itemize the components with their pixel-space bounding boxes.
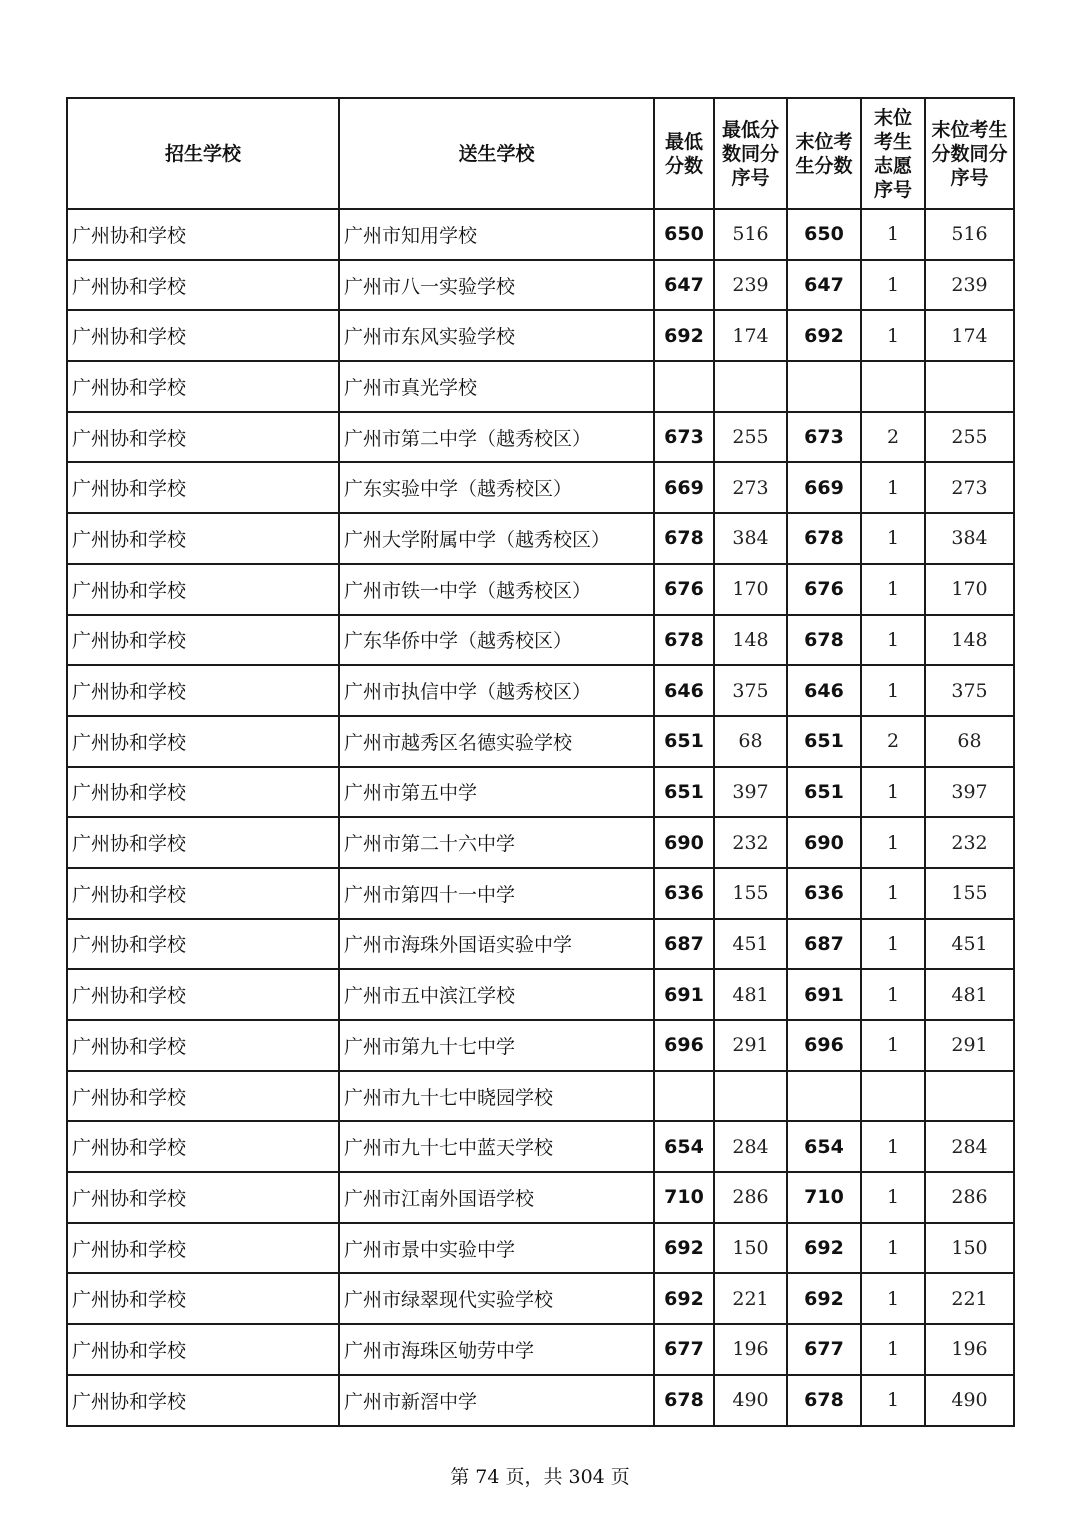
last-score-cell: 710 (787, 1172, 861, 1223)
table-row (67, 1172, 1014, 1223)
sending-school-cell: 广州市第五中学 (339, 767, 654, 818)
last-score-tie-rank-cell: 239 (925, 260, 1014, 311)
admitting-school-cell: 广州协和学校 (67, 1020, 339, 1071)
last-score-cell: 676 (787, 564, 861, 615)
min-score-tie-rank-cell: 481 (714, 969, 787, 1020)
min-score-tie-rank-cell (714, 1071, 787, 1122)
table-row (67, 868, 1014, 919)
last-preference-rank-cell: 1 (861, 615, 925, 666)
header-cell-min-score: 最低 分数 (654, 98, 714, 209)
sending-school-cell: 广州市八一实验学校 (339, 260, 654, 311)
sending-school-cell: 广州市海珠外国语实验中学 (339, 919, 654, 970)
last-score-cell: 690 (787, 817, 861, 868)
min-score-tie-rank-cell: 174 (714, 310, 787, 361)
table-row (67, 361, 1014, 412)
min-score-tie-rank-cell: 221 (714, 1273, 787, 1324)
last-score-tie-rank-cell: 68 (925, 716, 1014, 767)
last-score-tie-rank-cell: 291 (925, 1020, 1014, 1071)
min-score-cell: 636 (654, 868, 714, 919)
table-row (67, 412, 1014, 463)
header-cell-min-score-tie-rank: 最低分 数同分 序号 (714, 98, 787, 209)
sending-school-cell: 广州市铁一中学（越秀校区） (339, 564, 654, 615)
min-score-tie-rank-cell: 232 (714, 817, 787, 868)
last-score-cell: 647 (787, 260, 861, 311)
min-score-cell: 677 (654, 1324, 714, 1375)
last-preference-rank-cell: 1 (861, 969, 925, 1020)
last-score-tie-rank-cell: 232 (925, 817, 1014, 868)
min-score-tie-rank-cell: 196 (714, 1324, 787, 1375)
last-preference-rank-cell: 1 (861, 310, 925, 361)
last-preference-rank-cell: 1 (861, 817, 925, 868)
min-score-tie-rank-cell: 284 (714, 1121, 787, 1172)
admitting-school-cell: 广州协和学校 (67, 1071, 339, 1122)
admitting-school-cell: 广州协和学校 (67, 1121, 339, 1172)
last-score-cell: 646 (787, 665, 861, 716)
table-row (67, 1223, 1014, 1274)
min-score-tie-rank-cell: 155 (714, 868, 787, 919)
min-score-cell: 696 (654, 1020, 714, 1071)
min-score-cell: 690 (654, 817, 714, 868)
last-score-tie-rank-cell: 150 (925, 1223, 1014, 1274)
min-score-tie-rank-cell: 375 (714, 665, 787, 716)
sending-school-cell: 广州市九十七中晓园学校 (339, 1071, 654, 1122)
admitting-school-cell: 广州协和学校 (67, 716, 339, 767)
last-score-cell: 650 (787, 209, 861, 260)
admissions-table (66, 97, 1015, 1427)
table-row (67, 260, 1014, 311)
min-score-tie-rank-cell: 286 (714, 1172, 787, 1223)
admitting-school-cell: 广州协和学校 (67, 1324, 339, 1375)
admitting-school-cell: 广州协和学校 (67, 564, 339, 615)
last-score-tie-rank-cell: 255 (925, 412, 1014, 463)
header-cell-last-score-tie-rank: 末位考生 分数同分 序号 (925, 98, 1014, 209)
last-preference-rank-cell: 1 (861, 767, 925, 818)
last-score-cell: 691 (787, 969, 861, 1020)
admitting-school-cell: 广州协和学校 (67, 1375, 339, 1426)
last-preference-rank-cell (861, 361, 925, 412)
min-score-cell: 651 (654, 716, 714, 767)
sending-school-cell: 广州市第二中学（越秀校区） (339, 412, 654, 463)
last-score-tie-rank-cell (925, 1071, 1014, 1122)
sending-school-cell: 广州市第四十一中学 (339, 868, 654, 919)
admitting-school-cell: 广州协和学校 (67, 919, 339, 970)
last-score-tie-rank-cell: 170 (925, 564, 1014, 615)
last-score-cell: 692 (787, 1223, 861, 1274)
last-score-cell: 678 (787, 615, 861, 666)
last-preference-rank-cell: 1 (861, 665, 925, 716)
last-score-tie-rank-cell: 490 (925, 1375, 1014, 1426)
table-row (67, 513, 1014, 564)
admitting-school-cell: 广州协和学校 (67, 310, 339, 361)
last-score-cell: 692 (787, 310, 861, 361)
sending-school-cell: 广州市绿翠现代实验学校 (339, 1273, 654, 1324)
last-score-tie-rank-cell: 451 (925, 919, 1014, 970)
sending-school-cell: 广州市第九十七中学 (339, 1020, 654, 1071)
last-score-cell: 651 (787, 716, 861, 767)
sending-school-cell: 广州市海珠区劬劳中学 (339, 1324, 654, 1375)
table-row (67, 310, 1014, 361)
min-score-cell (654, 1071, 714, 1122)
table-row (67, 665, 1014, 716)
min-score-cell: 647 (654, 260, 714, 311)
last-score-cell: 651 (787, 767, 861, 818)
admitting-school-cell: 广州协和学校 (67, 868, 339, 919)
last-score-tie-rank-cell: 286 (925, 1172, 1014, 1223)
last-preference-rank-cell: 1 (861, 1324, 925, 1375)
table-row (67, 1375, 1014, 1426)
table-header (67, 98, 1014, 209)
min-score-tie-rank-cell: 516 (714, 209, 787, 260)
min-score-tie-rank-cell: 170 (714, 564, 787, 615)
sending-school-cell: 广州市知用学校 (339, 209, 654, 260)
min-score-cell: 692 (654, 310, 714, 361)
min-score-tie-rank-cell: 451 (714, 919, 787, 970)
last-preference-rank-cell: 1 (861, 513, 925, 564)
last-score-tie-rank-cell: 481 (925, 969, 1014, 1020)
table-row (67, 1121, 1014, 1172)
table-row (67, 919, 1014, 970)
table-row (67, 1273, 1014, 1324)
min-score-cell: 654 (654, 1121, 714, 1172)
sending-school-cell: 广州市江南外国语学校 (339, 1172, 654, 1223)
last-score-cell (787, 1071, 861, 1122)
table-row (67, 969, 1014, 1020)
last-score-tie-rank-cell: 174 (925, 310, 1014, 361)
last-score-cell: 678 (787, 1375, 861, 1426)
admitting-school-cell: 广州协和学校 (67, 361, 339, 412)
min-score-cell: 678 (654, 513, 714, 564)
last-score-cell: 673 (787, 412, 861, 463)
last-score-tie-rank-cell: 196 (925, 1324, 1014, 1375)
table-row (67, 716, 1014, 767)
last-preference-rank-cell: 1 (861, 1375, 925, 1426)
sending-school-cell: 广东华侨中学（越秀校区） (339, 615, 654, 666)
sending-school-cell: 广州大学附属中学（越秀校区） (339, 513, 654, 564)
header-cell-last-score: 末位考 生分数 (787, 98, 861, 209)
admitting-school-cell: 广州协和学校 (67, 969, 339, 1020)
admitting-school-cell: 广州协和学校 (67, 209, 339, 260)
min-score-cell (654, 361, 714, 412)
last-preference-rank-cell: 1 (861, 564, 925, 615)
last-preference-rank-cell: 1 (861, 919, 925, 970)
sending-school-cell: 广州市执信中学（越秀校区） (339, 665, 654, 716)
sending-school-cell: 广东实验中学（越秀校区） (339, 462, 654, 513)
table-row (67, 615, 1014, 666)
last-preference-rank-cell: 1 (861, 1223, 925, 1274)
min-score-tie-rank-cell: 150 (714, 1223, 787, 1274)
min-score-cell: 691 (654, 969, 714, 1020)
min-score-cell: 692 (654, 1273, 714, 1324)
min-score-tie-rank-cell: 384 (714, 513, 787, 564)
min-score-tie-rank-cell: 397 (714, 767, 787, 818)
min-score-tie-rank-cell (714, 361, 787, 412)
table-row (67, 209, 1014, 260)
last-score-tie-rank-cell: 221 (925, 1273, 1014, 1324)
last-score-cell: 677 (787, 1324, 861, 1375)
min-score-tie-rank-cell: 68 (714, 716, 787, 767)
last-preference-rank-cell: 1 (861, 1172, 925, 1223)
page-number-text: 第 74 页，共 304 页 (450, 1466, 630, 1488)
last-score-tie-rank-cell: 375 (925, 665, 1014, 716)
last-score-cell: 669 (787, 462, 861, 513)
admitting-school-cell: 广州协和学校 (67, 817, 339, 868)
admitting-school-cell: 广州协和学校 (67, 462, 339, 513)
last-preference-rank-cell: 1 (861, 209, 925, 260)
last-preference-rank-cell: 1 (861, 260, 925, 311)
sending-school-cell: 广州市东风实验学校 (339, 310, 654, 361)
admitting-school-cell: 广州协和学校 (67, 665, 339, 716)
table-row (67, 1324, 1014, 1375)
table-row (67, 1020, 1014, 1071)
last-score-tie-rank-cell: 155 (925, 868, 1014, 919)
last-score-tie-rank-cell: 148 (925, 615, 1014, 666)
last-score-cell: 687 (787, 919, 861, 970)
table-row (67, 817, 1014, 868)
min-score-cell: 710 (654, 1172, 714, 1223)
admitting-school-cell: 广州协和学校 (67, 412, 339, 463)
header-row (67, 98, 1014, 209)
last-score-cell (787, 361, 861, 412)
last-score-tie-rank-cell: 516 (925, 209, 1014, 260)
last-preference-rank-cell: 1 (861, 1121, 925, 1172)
last-score-cell: 654 (787, 1121, 861, 1172)
last-score-tie-rank-cell (925, 361, 1014, 412)
last-score-cell: 696 (787, 1020, 861, 1071)
min-score-cell: 687 (654, 919, 714, 970)
sending-school-cell: 广州市九十七中蓝天学校 (339, 1121, 654, 1172)
table-row (67, 462, 1014, 513)
last-preference-rank-cell (861, 1071, 925, 1122)
admitting-school-cell: 广州协和学校 (67, 767, 339, 818)
min-score-tie-rank-cell: 490 (714, 1375, 787, 1426)
last-score-cell: 678 (787, 513, 861, 564)
min-score-tie-rank-cell: 239 (714, 260, 787, 311)
min-score-tie-rank-cell: 255 (714, 412, 787, 463)
last-preference-rank-cell: 1 (861, 462, 925, 513)
min-score-cell: 669 (654, 462, 714, 513)
page-footer (0, 1462, 1080, 1489)
min-score-cell: 692 (654, 1223, 714, 1274)
min-score-cell: 673 (654, 412, 714, 463)
header-cell-sending-school: 送生学校 (339, 98, 654, 209)
last-score-tie-rank-cell: 273 (925, 462, 1014, 513)
last-preference-rank-cell: 1 (861, 1020, 925, 1071)
sending-school-cell: 广州市新滘中学 (339, 1375, 654, 1426)
min-score-tie-rank-cell: 291 (714, 1020, 787, 1071)
min-score-cell: 646 (654, 665, 714, 716)
table-row (67, 1071, 1014, 1122)
min-score-tie-rank-cell: 273 (714, 462, 787, 513)
min-score-cell: 650 (654, 209, 714, 260)
header-cell-admitting-school: 招生学校 (67, 98, 339, 209)
sending-school-cell: 广州市五中滨江学校 (339, 969, 654, 1020)
min-score-cell: 678 (654, 615, 714, 666)
admitting-school-cell: 广州协和学校 (67, 1172, 339, 1223)
table-body (67, 209, 1014, 1426)
last-score-tie-rank-cell: 284 (925, 1121, 1014, 1172)
admitting-school-cell: 广州协和学校 (67, 513, 339, 564)
admitting-school-cell: 广州协和学校 (67, 1223, 339, 1274)
sending-school-cell: 广州市越秀区名德实验学校 (339, 716, 654, 767)
admitting-school-cell: 广州协和学校 (67, 260, 339, 311)
last-score-tie-rank-cell: 384 (925, 513, 1014, 564)
last-preference-rank-cell: 2 (861, 412, 925, 463)
sending-school-cell: 广州市真光学校 (339, 361, 654, 412)
header-cell-last-preference-rank: 末位 考生 志愿 序号 (861, 98, 925, 209)
sending-school-cell: 广州市景中实验中学 (339, 1223, 654, 1274)
admitting-school-cell: 广州协和学校 (67, 615, 339, 666)
admitting-school-cell: 广州协和学校 (67, 1273, 339, 1324)
table-row (67, 767, 1014, 818)
last-preference-rank-cell: 1 (861, 1273, 925, 1324)
last-score-cell: 692 (787, 1273, 861, 1324)
min-score-cell: 676 (654, 564, 714, 615)
min-score-tie-rank-cell: 148 (714, 615, 787, 666)
last-preference-rank-cell: 2 (861, 716, 925, 767)
sending-school-cell: 广州市第二十六中学 (339, 817, 654, 868)
last-preference-rank-cell: 1 (861, 868, 925, 919)
min-score-cell: 678 (654, 1375, 714, 1426)
min-score-cell: 651 (654, 767, 714, 818)
table-row (67, 564, 1014, 615)
last-score-tie-rank-cell: 397 (925, 767, 1014, 818)
last-score-cell: 636 (787, 868, 861, 919)
